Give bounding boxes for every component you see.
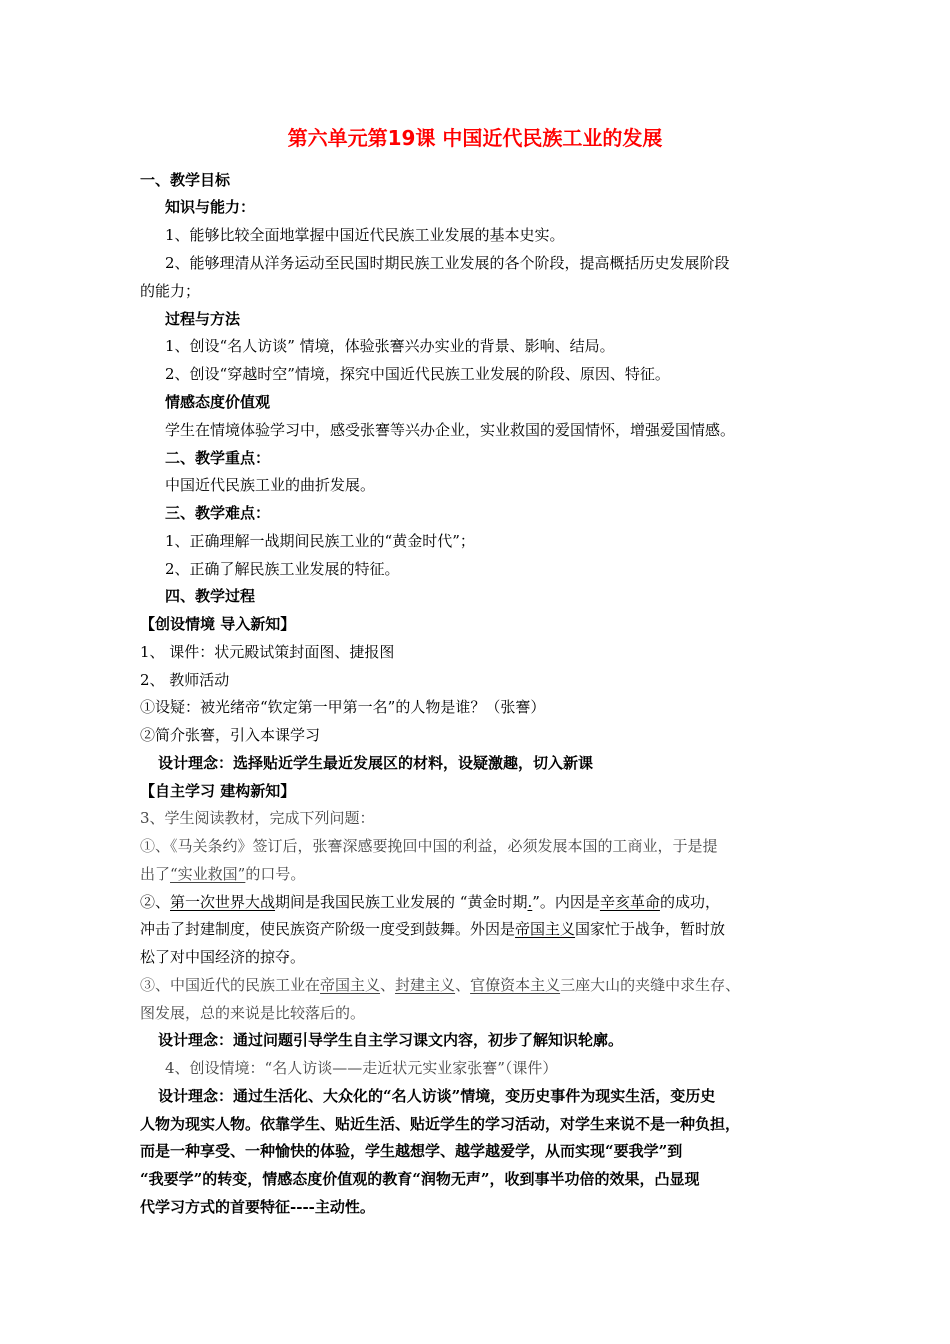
intro-item-1: 1、 课件：状元殿试策封面图、捷报图 <box>140 643 395 661</box>
question-2-line-c: 松了对中国经济的掠夺。 <box>140 948 306 966</box>
document-title: 第六单元第19课 中国近代民族工业的发展 <box>287 126 663 150</box>
knowledge-item-2b: 的能力； <box>140 282 201 300</box>
emotion-item-1: 学生在情境体验学习中，感受张謇等兴办企业，实业救国的爱国情怀，增强爱国情感。 <box>165 421 736 439</box>
answer-underline: “实业救国” <box>170 865 246 883</box>
section-key-points-heading: 二、教学重点： <box>165 449 271 467</box>
question-2-line-b: 冲击了封建制度，使民族资产阶级一度受到鼓舞。外因是帝国主义国家忙于战争，暂时放 <box>140 920 726 938</box>
section-objectives-heading: 一、教学目标 <box>140 171 231 189</box>
self-study-item-3: 3、学生阅读教材，完成下列问题： <box>140 809 375 827</box>
difficulty-1: 1、正确理解一战期间民族工业的“黄金时代”； <box>165 532 475 550</box>
answer-underline: 帝国主义 <box>320 976 381 994</box>
answer-underline: 官僚资本主义 <box>470 976 561 994</box>
intro-item-3: ①设疑：被光绪帝“钦定第一甲第一名”的人物是谁？（张謇） <box>140 698 546 716</box>
answer-underline: 帝国主义 <box>515 920 576 938</box>
question-1-line-b: 出了“实业救国”的口号。 <box>140 865 306 883</box>
knowledge-item-2a: 2、能够理清从洋务运动至民国时期民族工业发展的各个阶段，提高概括历史发展阶段 <box>165 254 730 272</box>
self-study-design-note: 设计理念：通过问题引导学生自主学习课文内容，初步了解知识轮廓。 <box>158 1031 624 1049</box>
question-1-line-a: ①、《马关条约》签订后，张謇深感要挽回中国的利益，必须发展本国的工商业，于是提 <box>140 837 718 855</box>
interview-design-note-4: “我要学”的转变，情感态度价值观的教育“润物无声”，收到事半功倍的效果，凸显现 <box>140 1170 700 1188</box>
intro-design-note: 设计理念：选择贴近学生最近发展区的材料，设疑激趣，切入新课 <box>158 754 594 772</box>
self-study-item-4: 4、创设情境：“名人访谈——走近状元实业家张謇”（课件） <box>165 1059 558 1077</box>
question-3-line-a: ③、中国近代的民族工业在帝国主义、封建主义、官僚资本主义三座大山的夹缝中求生存、 <box>140 976 741 994</box>
section-difficulties-heading: 三、教学难点： <box>165 504 271 522</box>
intro-item-4: ②简介张謇，引入本课学习 <box>140 726 321 744</box>
emotion-values-heading: 情感态度价值观 <box>165 393 271 411</box>
section-process-heading: 四、教学过程 <box>165 587 256 605</box>
interview-design-note-2: 人物为现实人物。依靠学生、贴近生活、贴近学生的学习活动，对学生来说不是一种负担， <box>140 1115 741 1133</box>
process-method-heading: 过程与方法 <box>165 310 241 328</box>
block-self-study-heading: 【自主学习 建构新知】 <box>140 782 296 800</box>
question-2-line-a: ②、第一次世界大战期间是我国民族工业发展的 “黄金时期.”。内因是辛亥革命的成功， <box>140 893 720 911</box>
answer-underline: . <box>527 893 533 911</box>
answer-underline: 封建主义 <box>395 976 456 994</box>
difficulty-2: 2、正确了解民族工业发展的特征。 <box>165 560 400 578</box>
interview-design-note-1: 设计理念：通过生活化、大众化的“名人访谈”情境，变历史事件为现实生活，变历史 <box>158 1087 716 1105</box>
process-item-2: 2、创设“穿越时空”情境，探究中国近代民族工业发展的阶段、原因、特征。 <box>165 365 670 383</box>
question-3-line-b: 图发展，总的来说是比较落后的。 <box>140 1004 366 1022</box>
interview-design-note-5: 代学习方式的首要特征----主动性。 <box>140 1198 375 1216</box>
answer-underline: 第一次世界大战 <box>170 893 276 911</box>
answer-underline: 辛亥革命 <box>599 893 660 911</box>
intro-item-2: 2、 教师活动 <box>140 671 230 689</box>
knowledge-ability-heading: 知识与能力： <box>165 198 256 216</box>
knowledge-item-1: 1、能够比较全面地掌握中国近代民族工业发展的基本史实。 <box>165 226 565 244</box>
key-point-1: 中国近代民族工业的曲折发展。 <box>165 476 376 494</box>
process-item-1: 1、创设“名人访谈” 情境，体验张謇兴办实业的背景、影响、结局。 <box>165 337 615 355</box>
interview-design-note-3: 而是一种享受、一种愉快的体验，学生越想学、越学越爱学，从而实现“要我学”到 <box>140 1142 683 1160</box>
block-intro-heading: 【创设情境 导入新知】 <box>140 615 296 633</box>
